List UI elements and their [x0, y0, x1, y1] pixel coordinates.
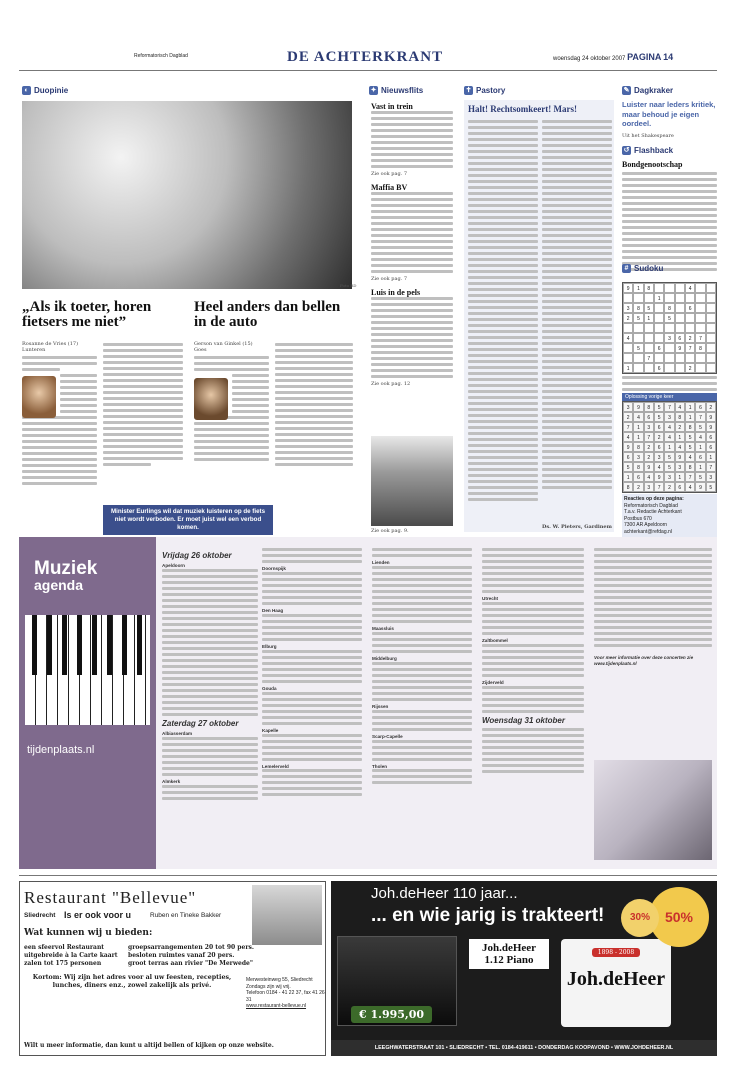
- duopinie-icon: ◐: [22, 86, 31, 95]
- news-title-3: Luis in de pels: [371, 288, 421, 298]
- bellevue-footer2: Wilt u meer informatie, dan kunt u altijd bellen of kijken op onze website.: [24, 1042, 274, 1049]
- pastory-tag: [464, 86, 505, 95]
- deheer-product-brand: Joh.deHeer: [481, 942, 537, 954]
- reactions-line: Reformatorisch Dagblad: [624, 502, 678, 509]
- agenda-town: Scarp-Capelle: [372, 733, 403, 739]
- bellevue-ad[interactable]: [19, 881, 326, 1056]
- duo-right-place: Goes: [194, 347, 207, 354]
- nieuwsflits-tag: [369, 86, 423, 95]
- page-number: 14: [663, 52, 674, 62]
- bellevue-item: groepsarrangementen 20 tot 90 pers.: [128, 944, 254, 951]
- flashback-text: [622, 172, 717, 274]
- bellevue-name: Restaurant "Bellevue": [24, 888, 197, 907]
- deheer-price: € 1.995,00: [351, 1006, 432, 1023]
- dagkraker-quote: Luister naar leders kritiek, maar behoud je eigen oordeel.: [622, 100, 716, 128]
- date-text: woensdag 24 oktober 2007: [553, 56, 626, 62]
- agenda-town: Utrecht: [482, 596, 499, 601]
- bellevue-items-right: [128, 944, 254, 968]
- duo-left-author: Rosanne de Vries (17): [22, 341, 79, 347]
- dagkraker-icon: ✎: [623, 87, 630, 94]
- deheer-logo: Joh.deHeer: [566, 968, 666, 990]
- reactions-line: Postbus 670: [624, 515, 652, 522]
- duo-left-heading: „Als ik toeter, horen fietsers me niet”: [22, 299, 152, 331]
- agenda-title: [34, 560, 97, 594]
- bellevue-item: een sfeervol Restaurant: [24, 944, 105, 951]
- news-title-1: Vast in trein: [371, 102, 413, 111]
- pastory-label: Pastory: [476, 86, 506, 95]
- newspaper-name: Reformatorisch Dagblad: [134, 53, 188, 59]
- agenda-title-2: agenda: [34, 577, 84, 593]
- reactions-line: 7300 AR Apeldoorn: [624, 522, 668, 528]
- flashback-tag: [622, 146, 673, 155]
- agenda-day2: Zaterdag 27 oktober: [162, 718, 239, 728]
- deheer-headline: Joh.deHeer 110 jaar...: [371, 885, 518, 902]
- agenda-town: Middelburg: [372, 655, 397, 661]
- sudoku-label: Sudoku: [634, 264, 664, 273]
- page-label: PAGINA: [627, 52, 662, 62]
- agenda-day1: Vrijdag 26 oktober: [162, 551, 232, 560]
- bellevue-footer1: Kortom: Wij zijn het adres voor al uw feesten, recepties, lunches, diners enz., zowel zakelijk als privé.: [32, 974, 232, 989]
- news-source-3: Zie ook pag. 12: [371, 381, 411, 388]
- agenda-town: Almkerk: [162, 778, 181, 784]
- concert-photo: [594, 760, 712, 860]
- discount-badge-30: 30%: [621, 899, 659, 937]
- piano-black-keys: [25, 615, 150, 675]
- bellevue-city: Sliedrecht: [24, 912, 56, 919]
- agenda-col4: [482, 548, 584, 776]
- agenda-town: Zijderveld: [482, 679, 504, 685]
- pastory-signature: Ds. W. Pieters, Gardinem: [542, 524, 612, 530]
- photo-credit: Foto RD: [340, 283, 357, 288]
- news-title-2: Maffia BV: [371, 183, 408, 193]
- duo-right-col1-text: [194, 356, 269, 506]
- pastory-heading: Halt! Rechtsomkeert! Mars!: [468, 104, 577, 114]
- pastory-col2: [542, 120, 612, 492]
- flashback-icon: ↺: [623, 147, 630, 154]
- sudoku-solution: 3 9 8 5 7 4 1 6 2 2 4 6 5 3 8 1 7 9 7 1 3 6 4 2 8 5 9 4 1 7 2 4 1 5 4 6 9 8 2 6 1 4 5 1 6 6 3 2 3 5 9 4 6 1 5 8 9 4 5 3 8 1 7 1 6 4 9 3 1 7 5 3 8 2 3 7 2 6 4 9 5: [622, 401, 717, 493]
- dagkraker-quote-author: Uit het Shakespeare: [622, 133, 674, 139]
- duo-left-col1-text: [22, 356, 97, 506]
- agenda-town: Rijssen: [372, 703, 389, 709]
- deheer-footer: LEEGHWATERSTRAAT 101 • SLIEDRECHT • TEL. 0184-419611 • DONDERDAG KOOPAVOND • WWW.JOHDEHEER.NL: [331, 1040, 717, 1056]
- bellevue-contact: [246, 977, 325, 1010]
- agenda-note: Voor meer informatie over deze concerten zie www.tijdenplaats.nl: [594, 655, 694, 666]
- agenda-site[interactable]: tijdenplaats.nl: [27, 744, 95, 756]
- ad-divider: [19, 875, 717, 876]
- news-photo: [371, 436, 453, 526]
- reactions-line: T.a.v. Redactie Achterkant: [624, 509, 682, 515]
- bellevue-owners: Ruben en Tineke Bakker: [150, 912, 222, 919]
- duo-right-author: Gerson van Ginkel (15): [194, 341, 253, 347]
- news-source-1: Zie ook pag. 7: [371, 171, 408, 177]
- bellevue-website[interactable]: www.restaurant-bellevue.nl: [246, 1003, 307, 1009]
- news-icon: ✦: [370, 87, 377, 94]
- discount-badge-50: 50%: [649, 887, 709, 947]
- agenda-town: Apeldoorn: [162, 563, 185, 568]
- reactions-box: [622, 494, 717, 537]
- restaurant-photo: [252, 885, 322, 945]
- agenda-town: Lemelerveld: [262, 763, 289, 769]
- agenda-town: Maassluis: [372, 625, 394, 631]
- reactions-email[interactable]: achterkant@refdag.nl: [624, 528, 672, 535]
- deheer-product-box: [469, 939, 549, 969]
- agenda-town: Elburg: [262, 643, 277, 649]
- dagkraker-label: Dagkraker: [634, 86, 674, 95]
- bellevue-tag: Is er ook voor u: [64, 910, 132, 920]
- agenda-town: Zaltbommel: [482, 637, 508, 643]
- deheer-product: 1.12 Piano: [484, 954, 534, 966]
- agenda-town: Den Haag: [262, 607, 284, 613]
- pastory-icon: ✝: [465, 87, 472, 94]
- agenda-col3: [372, 548, 472, 787]
- page-title: DE ACHTERKRANT: [287, 49, 444, 65]
- bellevue-item: uitgebreide à la Carte kaart: [24, 952, 118, 959]
- duo-right-byline: [194, 341, 269, 353]
- duopinie-banner: Minister Eurlings wil dat muziek luisteren op de fiets niet wordt verboden. Er moet juist wel een verbod komen.: [103, 505, 273, 535]
- agenda-town: Albiasserdam: [162, 730, 193, 736]
- agenda-town: Doornspijk: [262, 566, 286, 571]
- nieuwsflits-label: Nieuwsflits: [381, 86, 424, 95]
- flashback-label: Flashback: [634, 146, 674, 155]
- duopinie-tag: [22, 86, 68, 95]
- dagkraker-tag: [622, 86, 673, 95]
- agenda-col5: [594, 548, 712, 667]
- agenda-col2: [262, 548, 362, 799]
- agenda-town: Gouda: [262, 685, 277, 691]
- bellevue-item: besloten ruimtes vanaf 20 pers.: [128, 952, 235, 959]
- flashback-title: Bondgenootschap: [622, 160, 683, 169]
- bellevue-items-left: [24, 944, 118, 968]
- page-date: [553, 52, 673, 62]
- deheer-ad[interactable]: [331, 881, 717, 1056]
- agenda-town: Kapelle: [262, 727, 279, 733]
- bellevue-address: Merwesteinweg 55, Sliedrecht: [246, 977, 313, 983]
- bellevue-item: groot terras aan rivier "De Merwede": [128, 960, 253, 967]
- bellevue-hours: Zondags zijn wij vrij.: [246, 983, 291, 990]
- agenda-town: Lienden: [372, 560, 390, 565]
- news-photo-caption: Zie ook pag. 9.: [371, 528, 409, 534]
- pastory-col1: [468, 120, 538, 504]
- sudoku-tag: [622, 264, 663, 273]
- deheer-logo-box: [561, 939, 671, 1027]
- deheer-slogan: ... en wie jarig is trakteert!: [371, 905, 605, 926]
- duopinie-photo: [22, 101, 352, 289]
- duo-left-byline: [22, 341, 97, 353]
- news-source-2: Zie ook pag. 7: [371, 276, 408, 283]
- header-divider: [19, 70, 717, 71]
- duopinie-label: Duopinie: [34, 86, 69, 95]
- grid-icon: #: [622, 264, 631, 273]
- bellevue-phone: Telefoon 0184 - 41 22 37, fax 41 26 31: [246, 990, 325, 1003]
- news-column: [371, 102, 453, 388]
- agenda-title-1: Muziek: [34, 558, 98, 579]
- duo-left-col2-text: [103, 343, 183, 503]
- author-photo: [194, 378, 228, 420]
- deheer-years: 1898 - 2008: [592, 948, 640, 957]
- agenda-col1: [162, 548, 258, 803]
- bellevue-item: zalen tot 175 personen: [24, 960, 102, 967]
- agenda-town: Tholen: [372, 763, 388, 769]
- duo-right-col2-text: [275, 343, 353, 503]
- duo-right-heading: Heel anders dan bellen in de auto: [194, 299, 341, 331]
- sudoku-puzzle: 9 1 8 4 1 3 8 5 8 6 2 5 1 5 4 3 6 2 7 5 6 9 7 8 7 1 6 2: [622, 282, 717, 374]
- solution-label: Oplossing vorige keer: [622, 393, 717, 401]
- reactions-title: Reacties op deze pagina:: [624, 496, 684, 502]
- duo-left-place: Lunteren: [22, 347, 46, 354]
- bellevue-question: Wat kunnen wij u bieden:: [24, 928, 153, 938]
- author-photo: [22, 376, 56, 418]
- agenda-day3: Woensdag 31 oktober: [482, 715, 565, 725]
